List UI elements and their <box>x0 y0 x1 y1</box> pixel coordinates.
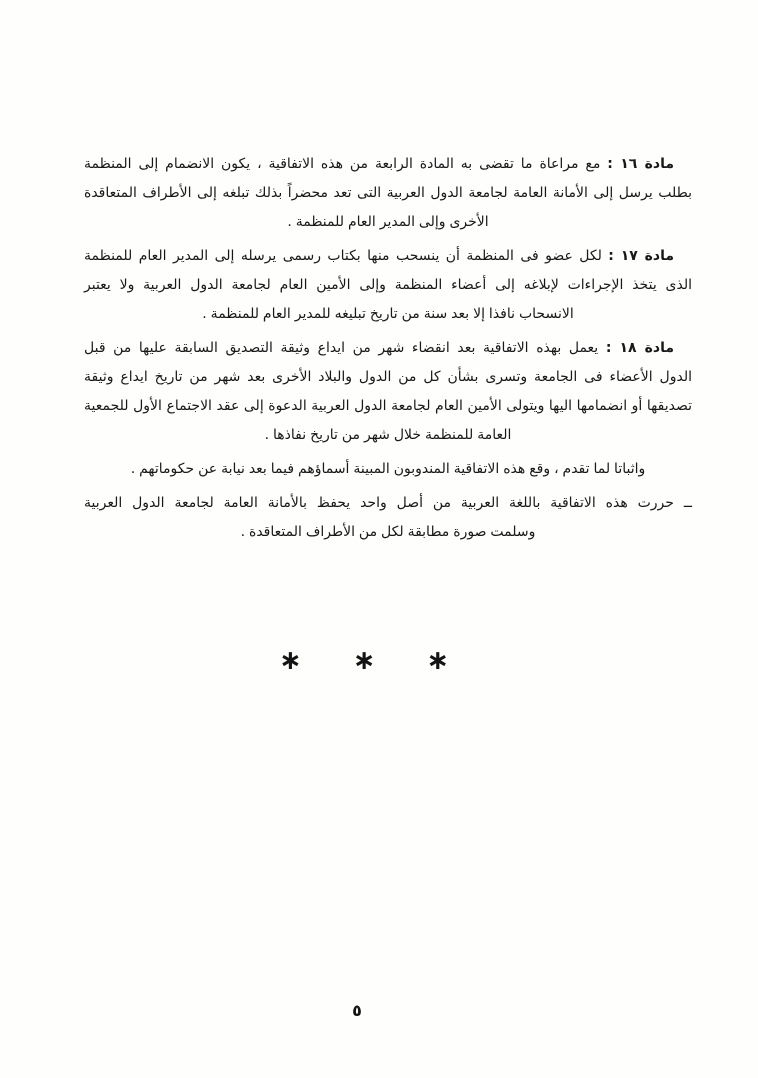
asterisk-icon: ∗ <box>352 645 376 676</box>
article-16-line-2: بطلب يرسل إلى الأمانة العامة لجامعة الدول العربية التى تعد محضراً بذلك تبلغه إلى الأطراف المتعاقدة <box>84 185 692 201</box>
article-16-label: مادة ١٦ : <box>607 156 675 172</box>
article-18-line-1-text: يعمل بهذه الاتفاقية بعد انقضاء شهر من ايداع وثيقة التصديق السابقة عليها من قبل <box>84 340 599 356</box>
article-17-line-1 <box>84 242 692 271</box>
article-18-line-2: الدول الأعضاء فى الجامعة وتسرى بشأن كل من الدول والبلاد الأخرى بعد شهر من تاريخ ايداع وثيقة <box>84 369 692 385</box>
testimonium-paragraph <box>84 455 692 484</box>
article-18-line-1 <box>84 334 692 363</box>
article-16-paragraph <box>84 150 692 237</box>
article-17-label: مادة ١٧ : <box>608 248 675 264</box>
article-17-line-2: الذى يتخذ الإجراءات لإبلاغه إلى أعضاء المنظمة وإلى الأمين العام لجامعة الدول العربية ولا يعتبر <box>84 277 692 293</box>
closing-dash: ــ <box>683 495 693 511</box>
article-17-paragraph <box>84 242 692 329</box>
closing-line-1 <box>84 489 692 518</box>
article-16-line-3: الأخرى وإلى المدير العام للمنظمة . <box>287 214 489 230</box>
article-16-line-1-text: مع مراعاة ما تقضى به المادة الرابعة من هذه الاتفاقية ، يكون الانضمام إلى المنظمة <box>84 156 601 172</box>
article-18-label: مادة ١٨ : <box>605 340 674 356</box>
page-number: ٥ <box>352 1001 362 1020</box>
testimonium-line: واثباتا لما تقدم ، وقع هذه الاتفاقية المندوبون المبينة أسماؤهم فيما بعد نيابة عن حكوماتهم . <box>130 461 646 477</box>
asterisk-icon: ∗ <box>426 645 449 676</box>
article-18-line-3: تصديقها أو انضمامها اليها ويتولى الأمين العام لجامعة الدول العربية الدعوة إلى عقد الاجتماع الأول للجمعية <box>84 398 692 414</box>
article-18-line-4: العامة للمنظمة خلال شهر من تاريخ نفاذها . <box>264 427 512 443</box>
article-16-line-1 <box>84 150 692 179</box>
section-separator <box>279 645 449 676</box>
closing-line-1-text: حررت هذه الاتفاقية باللغة العربية من أصل واحد يحفظ بالأمانة العامة لجامعة الدول العربية <box>84 495 674 511</box>
closing-line-2: وسلمت صورة مطابقة لكل من الأطراف المتعاقدة . <box>240 524 536 540</box>
article-17-line-3: الانسحاب نافذا إلا بعد سنة من تاريخ تبليغه للمدير العام للمنظمة . <box>202 306 574 322</box>
asterisk-icon: ∗ <box>279 645 302 676</box>
article-17-line-1-text: لكل عضو فى المنظمة أن ينسحب منها بكتاب رسمى يرسله إلى المدير العام للمنظمة <box>84 248 602 264</box>
closing-paragraph <box>84 489 692 547</box>
article-18-paragraph <box>84 334 692 450</box>
document-text-block <box>84 150 692 552</box>
